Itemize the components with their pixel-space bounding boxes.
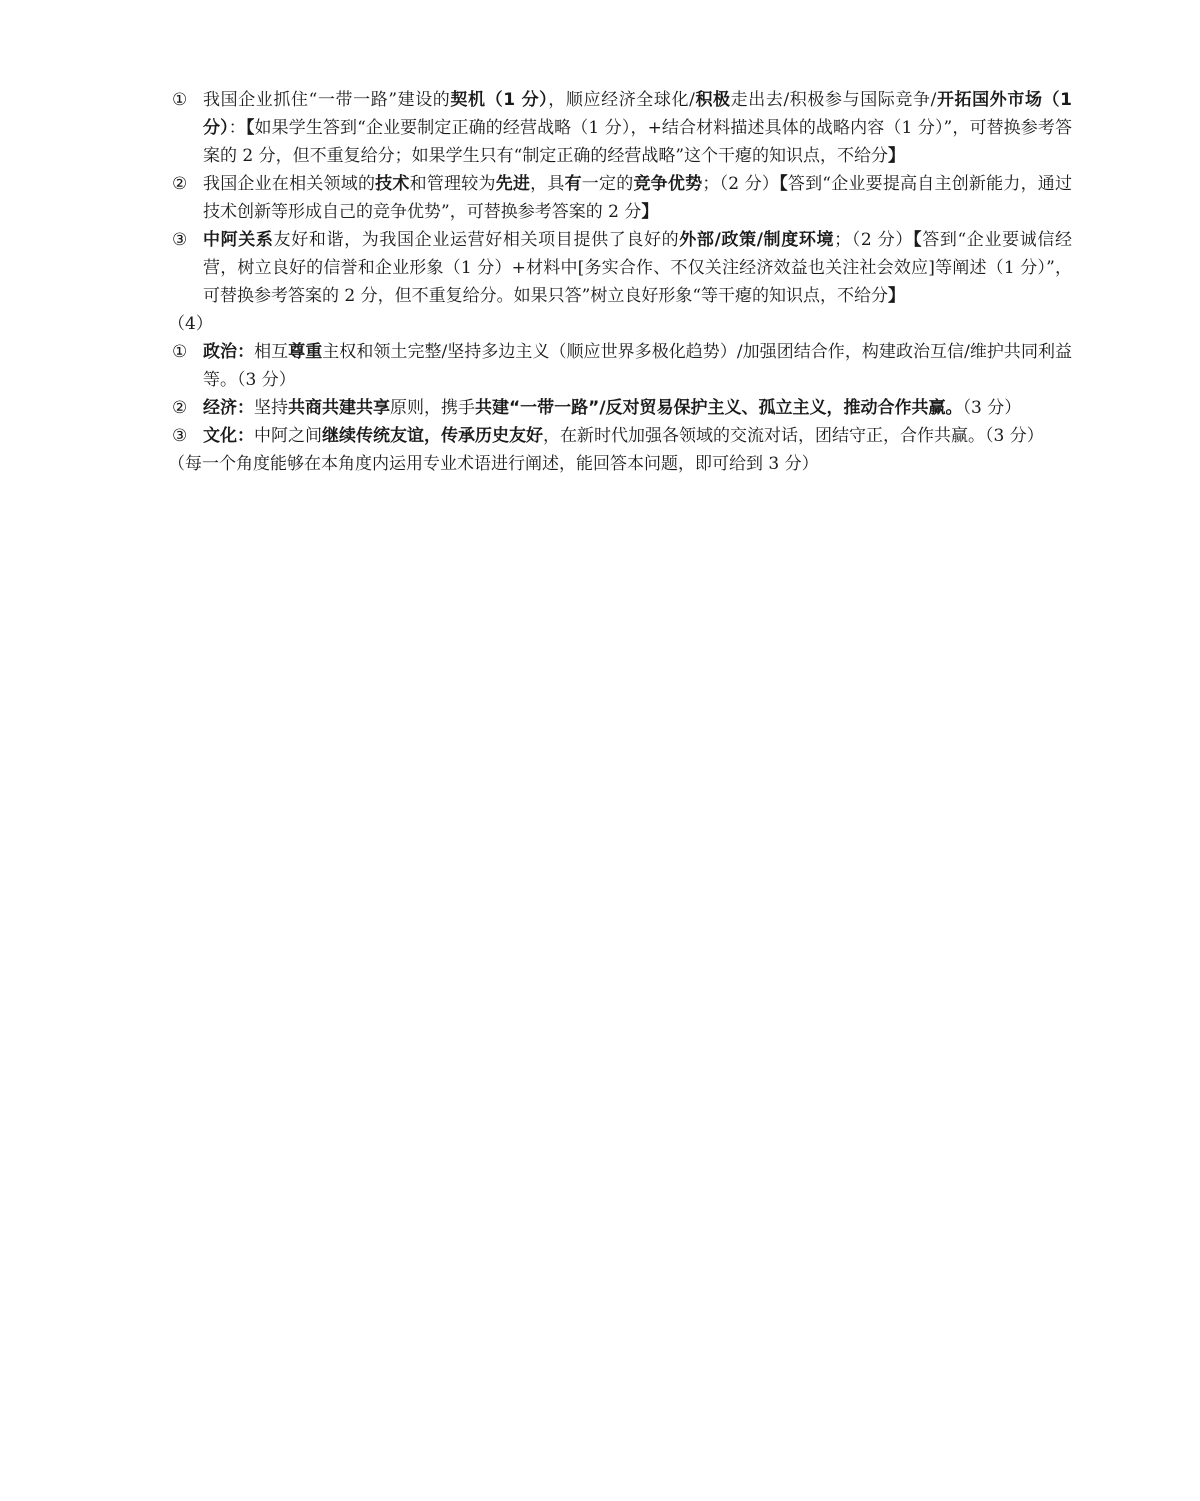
- answer-item: [172, 170, 1072, 226]
- answer-item: [172, 422, 1072, 450]
- bold-text: 共商共建共享: [288, 398, 390, 418]
- bold-text: 契机（1 分）: [450, 90, 549, 110]
- scoring-footnote: （每一个角度能够在本角度内运用专业术语进行阐述，能回答本问题，即可给到 3 分）: [168, 454, 819, 474]
- text-segment: ，顺应经济全球化/: [548, 90, 695, 110]
- text-segment: 和管理较为: [409, 174, 496, 194]
- text-segment: 答到“企业要提高自主创新能力，通过技术创新等形成自己的竞争优势”，可替换参考答案的 2 分: [203, 174, 1073, 222]
- bold-text: 竞争优势: [633, 174, 703, 194]
- bold-text: 】: [888, 146, 906, 166]
- answers-part-3: [172, 86, 1072, 310]
- text-segment: 走出去/积极参与国际竞争/: [730, 90, 937, 110]
- answer-item: [172, 338, 1072, 394]
- bold-text: 中阿关系: [203, 230, 274, 250]
- text-segment: 相互: [254, 342, 289, 362]
- bold-text: 先进: [495, 174, 531, 194]
- bold-text: 【: [245, 118, 255, 138]
- answer-document: [168, 86, 1073, 478]
- text-segment: 主权和领土完整/坚持多边主义（顺应世界多极化趋势）/加强团结合作，构建政治互信/维护共同利益等。（3 分）: [203, 342, 1073, 390]
- bold-text: 有: [564, 174, 582, 194]
- text-segment: 一定的: [581, 174, 634, 194]
- bold-text: 文化：: [203, 426, 254, 446]
- bold-text: 技术: [375, 174, 410, 194]
- bold-text: 】: [641, 202, 659, 222]
- bold-text: 【: [913, 230, 923, 250]
- text-segment: 我国企业抓住“一带一路”建设的: [203, 90, 451, 110]
- part-4-label: （4）: [168, 314, 213, 334]
- item-number: ①: [172, 90, 188, 110]
- text-segment: 原则，携手: [390, 398, 475, 418]
- bold-text: 共建“一带一路”/反对贸易保护主义、孤立主义，推动合作共赢。: [475, 398, 963, 418]
- answer-item: [172, 86, 1072, 170]
- bold-text: 继续传统友谊，传承历史友好: [322, 426, 543, 446]
- item-number: ③: [172, 426, 188, 446]
- bold-text: 尊重: [288, 342, 323, 362]
- text-segment: ，具: [530, 174, 565, 194]
- bold-text: 外部/政策/制度环境: [679, 230, 835, 250]
- text-segment: ，在新时代加强各领域的交流对话，团结守正，合作共赢。（3 分）: [543, 426, 1044, 446]
- item-number: ①: [172, 342, 188, 362]
- item-number: ②: [172, 174, 188, 194]
- text-segment: 如果学生答到“企业要制定正确的经营战略（1 分），+结合材料描述具体的战略内容（1 分）”，可替换参考答案的 2 分，但不重复给分；如果学生只有“制定正确的经营战略”这个干瘪的知识点，不给分: [203, 118, 1073, 166]
- text-segment: ；（2 分）: [702, 174, 780, 194]
- text-segment: ；（2 分）: [834, 230, 914, 250]
- text-segment: ：: [228, 118, 246, 138]
- item-number: ②: [172, 398, 188, 418]
- answer-item: [172, 394, 1072, 422]
- text-segment: 坚持: [254, 398, 288, 418]
- bold-text: 经济：: [203, 398, 254, 418]
- text-segment: 友好和谐，为我国企业运营好相关项目提供了良好的: [273, 230, 680, 250]
- bold-text: 开拓国外市场（1 分）: [203, 90, 1072, 138]
- bold-text: 【: [779, 174, 788, 194]
- item-number: ③: [172, 230, 188, 250]
- answers-part-4: [172, 338, 1072, 450]
- text-segment: （3 分）: [962, 398, 1022, 418]
- text-segment: 我国企业在相关领域的: [203, 174, 376, 194]
- bold-text: 】: [888, 286, 906, 306]
- text-segment: 中阿之间: [254, 426, 322, 446]
- bold-text: 积极: [694, 90, 731, 110]
- answer-item: [172, 226, 1072, 310]
- bold-text: 政治：: [203, 342, 255, 362]
- text-segment: 答到“企业要诚信经营，树立良好的信誉和企业形象（1 分）+材料中[务实合作、不仅关注经济效益也关注社会效应]等阐述（1 分）”，可替换参考答案的 2 分，但不重复给分。如果只答”树立良好形象“等干瘪的知识点，不给分: [203, 230, 1072, 306]
